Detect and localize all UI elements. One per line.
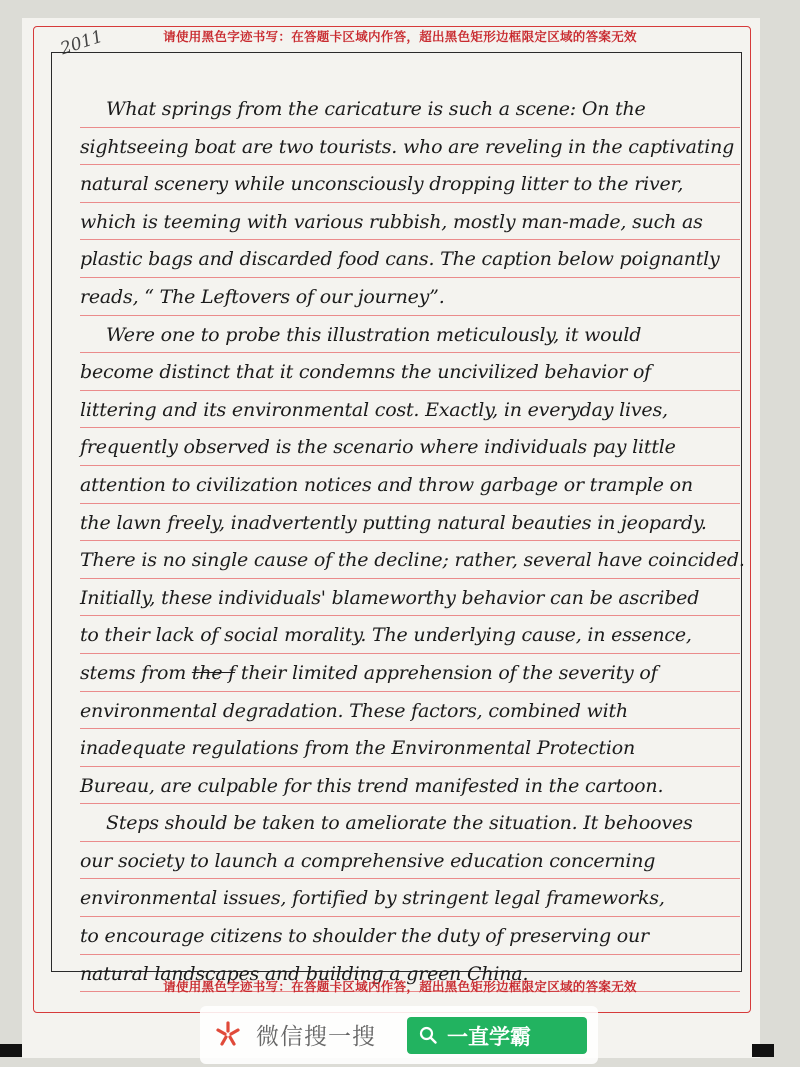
essay-line (80, 541, 745, 579)
essay-line-text: What springs from the caricature is such a scene: On the (106, 98, 646, 120)
alignment-mark-left (0, 1044, 22, 1057)
essay-line-text: our society to launch a comprehensive education concerning (80, 849, 656, 872)
essay-line (80, 466, 740, 504)
wechat-search-label: 微信搜一搜 (256, 1024, 376, 1050)
essay-line-text: inadequate regulations from the Environmental Protection (80, 737, 636, 760)
essay-line (80, 804, 740, 842)
essay-line (80, 616, 740, 654)
essay-line-text: plastic bags and discarded food cans. The caption below poignantly (80, 248, 720, 271)
essay-line (80, 879, 740, 917)
essay-line-text: natural scenery while unconsciously dropping litter to the river, (80, 173, 684, 196)
search-button[interactable] (407, 1017, 587, 1054)
essay-line (80, 128, 740, 166)
essay-line (80, 692, 740, 730)
essay-line (80, 504, 740, 542)
top-notice: 请使用黑色字迹书写：在答题卡区域内作答，超出黑色矩形边框限定区域的答案无效 (163, 29, 637, 44)
essay-line (80, 316, 740, 354)
essay-line-text: Steps should be taken to ameliorate the situation. It behooves (106, 812, 693, 835)
essay-line-text: sightseeing boat are two tourists. who are reveling in the captivating (80, 135, 735, 158)
essay-line-text: attention to civilization notices and throw garbage or trample on (80, 473, 693, 496)
essay-line (80, 90, 740, 128)
essay-line (80, 428, 740, 466)
alignment-mark-right (752, 1044, 774, 1057)
essay-line (80, 278, 740, 316)
essay-line-text: frequently observed is the scenario where individuals pay little (80, 436, 676, 459)
essay-line-text: become distinct that it condemns the uncivilized behavior of (80, 361, 652, 384)
year-mark: 2011 (57, 26, 106, 60)
essay-line-text: Bureau, are culpable for this trend manifested in the cartoon. (80, 774, 664, 797)
essay-line-text: to encourage citizens to shoulder the duty of preserving our (80, 925, 649, 948)
essay-line (80, 842, 740, 880)
essay-line (80, 391, 740, 429)
essay-line-text: environmental issues, fortified by stringent legal frameworks, (80, 887, 665, 910)
essay-line (80, 165, 740, 203)
essay-line-text: stems from the f their limited apprehension of the severity of (80, 661, 658, 684)
essay-line (80, 767, 740, 805)
essay-text (80, 90, 745, 992)
essay-line (80, 917, 740, 955)
essay-line-text: which is teeming with various rubbish, mostly man-made, such as (80, 210, 703, 233)
essay-line-text: environmental degradation. These factors, combined with (80, 699, 628, 722)
essay-line-text: Were one to probe this illustration meticulously, it would (106, 323, 642, 346)
search-icon (419, 1026, 437, 1044)
essay-line (80, 654, 740, 692)
essay-line-text: littering and its environmental cost. Exactly, in everyday lives, (80, 398, 668, 421)
essay-line-text: natural landscapes and building a green China. (80, 962, 529, 985)
essay-line-text: to their lack of social morality. The underlying cause, in essence, (80, 624, 692, 647)
essay-line-text: the lawn freely, inadvertently putting natural beauties in jeopardy. (80, 511, 707, 534)
wechat-search-logo-icon (214, 1020, 242, 1048)
essay-line-text: reads, “ The Leftovers of our journey”. (80, 285, 445, 308)
search-button-label: 一直学霸 (447, 1025, 531, 1049)
essay-line (80, 203, 740, 241)
wechat-search-watermark[interactable] (200, 1006, 598, 1064)
essay-line (80, 240, 740, 278)
crossed-out-text: the f (191, 661, 236, 684)
essay-line (80, 353, 740, 391)
essay-line (80, 579, 740, 617)
essay-line (80, 729, 740, 767)
essay-line-text: Initially, these individuals' blameworthy behavior can be ascribed (80, 586, 700, 609)
bottom-notice: 请使用黑色字迹书写：在答题卡区域内作答，超出黑色矩形边框限定区域的答案无效 (163, 979, 637, 994)
essay-line-text: There is no single cause of the decline; rather, several have coincided. (80, 549, 745, 572)
